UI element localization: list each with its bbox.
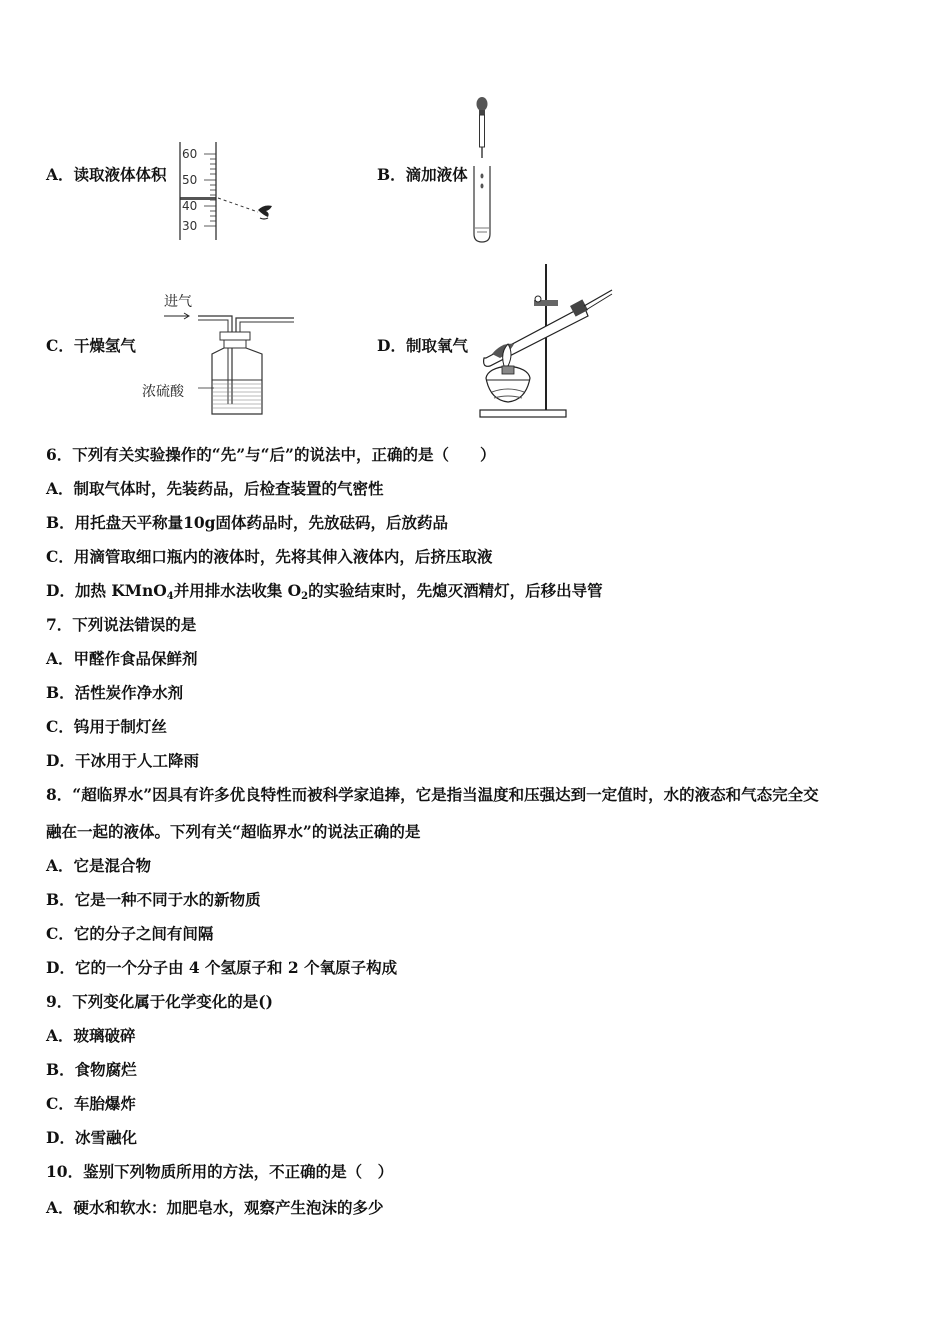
option-d-text-part: 的实验结束时，先熄灭酒精灯，后移出导管 (308, 581, 603, 600)
subscript: 4 (166, 591, 174, 602)
question-9-option-c: C．车胎爆炸 (46, 1094, 136, 1113)
option-c-label: C．干燥氢气 (46, 336, 136, 355)
tick-label: 30 (182, 219, 198, 233)
question-6-option-d (46, 581, 603, 607)
question-8-option-a: A．它是混合物 (46, 856, 152, 875)
acid-label: 浓硫酸 (142, 384, 184, 400)
question-9-option-a: A．玻璃破碎 (46, 1026, 136, 1045)
question-7-stem: 7．下列说法错误的是 (46, 615, 197, 634)
option-d-label: D．制取氧气 (377, 336, 468, 355)
graduated-cylinder-figure (172, 140, 282, 242)
gas-washing-bottle-figure (140, 288, 300, 420)
tick-label: 40 (182, 199, 198, 213)
eye-icon (258, 206, 272, 218)
dropper-test-tube-figure (468, 96, 502, 244)
oxygen-generation-apparatus-figure (472, 262, 614, 422)
question-8-option-c: C．它的分子之间有间隔 (46, 924, 214, 943)
question-7-option-c: C．钨用于制灯丝 (46, 717, 167, 736)
question-6-option-a: A．制取气体时，先装药品，后检查装置的气密性 (46, 479, 384, 498)
question-7-option-d: D．干冰用于人工降雨 (46, 751, 199, 770)
question-9-stem: 9．下列变化属于化学变化的是() (46, 992, 273, 1011)
question-8-stem-line-1: 8．“超临界水”因具有许多优良特性而被科学家追捧，它是指当温度和压强达到一定值时，水的液态和气态完全交 (46, 785, 819, 804)
question-10-stem: 10．鉴别下列物质所用的方法，不正确的是（ ） (46, 1162, 394, 1181)
option-d-text-part: 并用排水法收集 O (173, 581, 302, 600)
option-d-text-part: D．加热 KMnO (46, 581, 167, 600)
inlet-label: 进气 (164, 294, 192, 310)
question-9-option-b: B．食物腐烂 (46, 1060, 137, 1079)
question-7-option-b: B．活性炭作净水剂 (46, 683, 184, 702)
question-6-option-b: B．用托盘天平称量10g固体药品时，先放砝码，后放药品 (46, 513, 449, 532)
question-6-option-c: C．用滴管取细口瓶内的液体时，先将其伸入液体内，后挤压取液 (46, 547, 493, 566)
option-b-label: B．滴加液体 (377, 165, 468, 184)
question-9-option-d: D．冰雪融化 (46, 1128, 137, 1147)
question-8-option-b: B．它是一种不同于水的新物质 (46, 890, 261, 909)
question-6-stem: 6．下列有关实验操作的“先”与“后”的说法中，正确的是（ ） (46, 445, 496, 464)
question-10-option-a: A．硬水和软水：加肥皂水，观察产生泡沫的多少 (46, 1198, 384, 1217)
tick-label: 60 (182, 147, 198, 161)
option-a-label: A．读取液体体积 (46, 165, 167, 184)
subscript: 2 (301, 591, 309, 602)
question-8-option-d: D．它的一个分子由 4 个氢原子和 2 个氧原子构成 (46, 958, 398, 977)
tick-label: 50 (182, 173, 198, 187)
question-8-stem-line-2: 融在一起的液体。下列有关“超临界水”的说法正确的是 (46, 822, 421, 841)
question-7-option-a: A．甲醛作食品保鲜剂 (46, 649, 198, 668)
